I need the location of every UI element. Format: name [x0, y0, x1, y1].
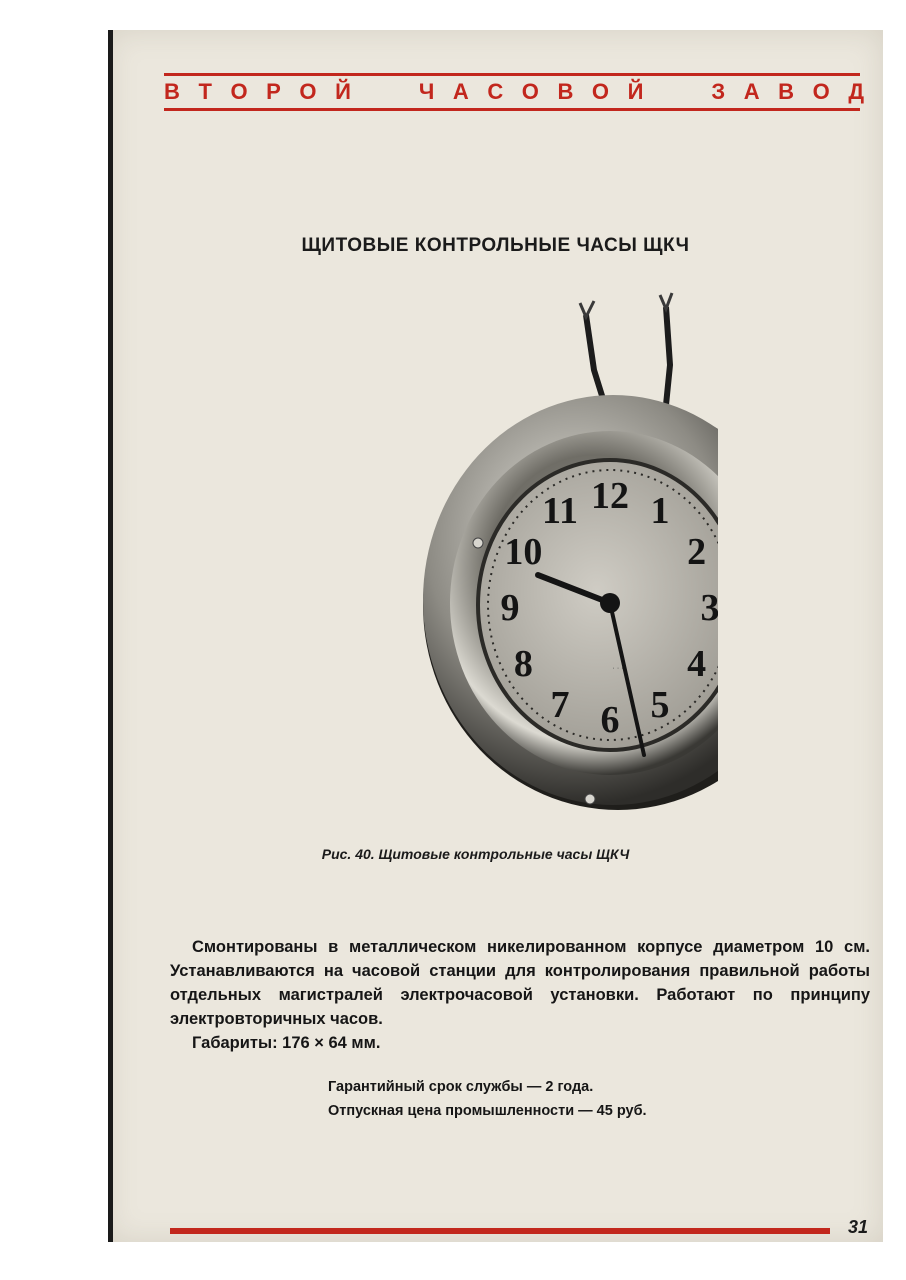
header-letter: Р [266, 79, 281, 104]
page-number: 31 [848, 1217, 869, 1237]
clock-numeral: 10 [504, 531, 543, 573]
header-letter: А [743, 79, 760, 104]
clock-numeral: 4 [687, 643, 707, 685]
dimensions-text: Габариты: 176 × 64 мм. [192, 1034, 381, 1052]
header-letter: О [299, 79, 317, 104]
clock-numeral: 1 [650, 490, 670, 532]
header-letter [369, 79, 375, 105]
screw-icon [585, 794, 595, 804]
header-rule-top [164, 73, 860, 76]
header-letter: О [812, 79, 830, 104]
terms-block [328, 1075, 828, 1123]
paragraph-rest: 10 см. Устанавливаются на часовой станции для контролирования правильной работы отдельных магистралей электрочасовой установки. Работают по принципу электровторичных часов. [170, 938, 870, 1028]
header-letter: С [487, 79, 504, 104]
clock-numeral: 12 [591, 475, 629, 517]
header-letter: Д [848, 79, 864, 104]
clock-numeral: 3 [700, 587, 718, 629]
screw-icon [473, 538, 483, 548]
page-title: ЩИТОВЫЕ КОНТРОЛЬНЫЕ ЧАСЫ ЩКЧ [301, 235, 690, 256]
header-letter: О [521, 79, 539, 104]
clock-numeral: 11 [542, 490, 578, 532]
header-letter: Й [627, 79, 644, 104]
clock-numeral: 9 [500, 587, 520, 629]
clock-numeral: 6 [600, 699, 620, 741]
clock-photo [318, 285, 718, 825]
header-letter: А [452, 79, 469, 104]
header-letter: Й [335, 79, 351, 104]
header-letter: Т [198, 79, 212, 104]
clock-numeral: 2 [687, 531, 707, 573]
hand-hub [600, 593, 620, 613]
clock-numeral: 8 [513, 643, 533, 685]
clock-numeral: 5 [650, 684, 670, 726]
clock-numeral: 7 [550, 684, 570, 726]
header-letter: В [557, 79, 574, 104]
paragraph-description [170, 935, 870, 1031]
header-letter: В [778, 79, 795, 104]
paragraph-line: Смонтированы в металлическом никелированном корпусе диаметром [192, 938, 805, 956]
header-letter [662, 79, 668, 105]
running-header [164, 77, 864, 107]
header-letter [687, 79, 693, 105]
figure-caption: Рис. 40. Щитовые контрольные часы ЩКЧ [321, 846, 630, 862]
book-page [108, 30, 883, 1242]
book-spine [108, 30, 113, 1242]
header-letter: О [230, 79, 248, 104]
header-letter: Ч [418, 79, 435, 104]
header-letter: З [711, 79, 726, 104]
warranty-text: Гарантийный срок службы — 2 года. [328, 1079, 594, 1095]
dial-maker-mark: · · · [612, 665, 624, 672]
header-letter: В [164, 79, 180, 104]
header-letter: О [591, 79, 610, 104]
footer-rule [170, 1228, 830, 1234]
header-letter [394, 79, 400, 105]
header-rule-bottom [164, 108, 860, 111]
price-text: Отпускная цена промышленности — 45 руб. [328, 1103, 647, 1119]
body-text [170, 935, 870, 1055]
